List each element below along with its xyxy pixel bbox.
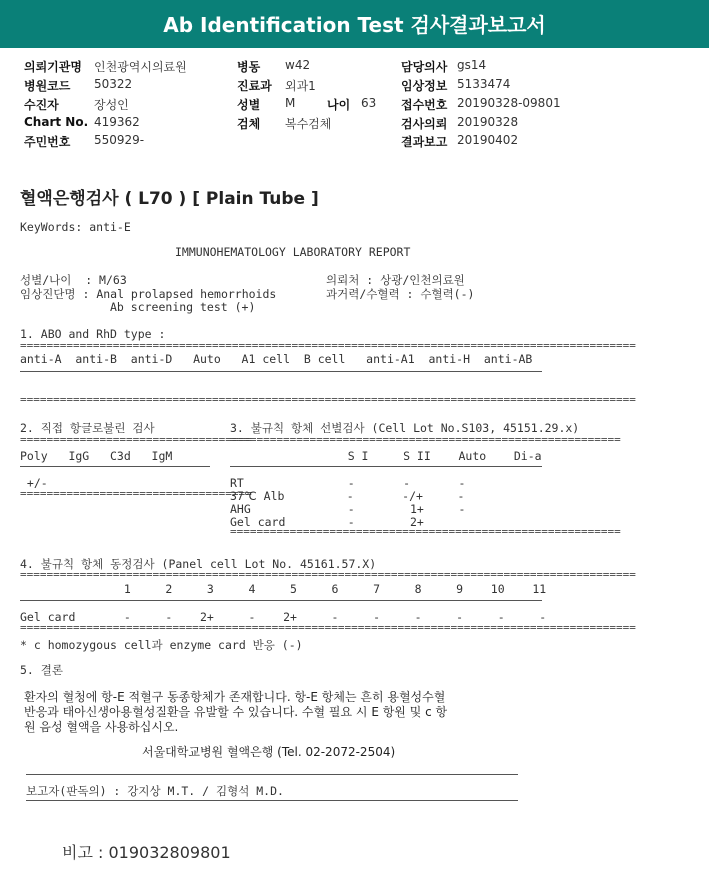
header-row-sex: 성별 M — [237, 96, 296, 112]
s4-double-rule: ============================================================================================= — [20, 568, 636, 581]
history: 과거력/수혈력 : 수혈력(-) — [326, 287, 475, 301]
s4-double-rule-end: ============================================================================================= — [20, 621, 636, 634]
header-row-ward: 병동 w42 — [237, 58, 311, 74]
keywords: KeyWords: anti-E — [20, 220, 131, 234]
s2-double-rule-end: =================================== — [20, 487, 252, 500]
conclusion-line-2: 반응과 태아신생아용혈성질환을 유발할 수 있습니다. 수혈 필요 시 E 항원 및 c 항 — [24, 705, 448, 719]
s1-double-rule: ============================================================================================= — [20, 339, 636, 352]
s5-title: 5. 결론 — [20, 663, 63, 677]
report-title: Ab Identification Test 검사결과보고서 — [163, 13, 546, 37]
conclusion-line-1: 환자의 혈청에 항-E 적혈구 동종항체가 존재합니다. 항-E 항체는 흔히 용혈성수혈 — [24, 690, 446, 704]
s2-double-rule: =================================== — [20, 433, 252, 446]
header-row-patient: 수진자 장성인 — [24, 98, 129, 112]
signature-rule-top — [26, 774, 518, 775]
reporter: 보고자(판독의) : 강지상 M.T. / 김형석 M.D. — [26, 784, 284, 798]
header-row-report-date: 결과보고 20190402 — [401, 133, 519, 149]
clinical-diagnosis-2: Ab screening test (+) — [20, 300, 256, 314]
section-title: 혈액은행검사 ( L70 ) [ Plain Tube ] — [20, 189, 319, 209]
header-row-resident-no: 주민번호 550929- — [24, 133, 145, 149]
header-row-hospital-code: 병원코드 50322 — [24, 77, 133, 93]
s3-row-ahg: AHG - 1+ - — [230, 502, 466, 516]
s3-row-37c-alb: 37℃ Alb - -/+ - — [230, 489, 465, 503]
header-row-department: 진료과 외과1 — [237, 79, 316, 93]
s3-row-rt: RT - - - — [230, 476, 466, 490]
s2-rule — [20, 466, 210, 467]
s4-rule — [20, 600, 542, 601]
header-row-age: 나이 63 — [327, 96, 377, 112]
header-row-request-date: 검사의뢰 20190328 — [401, 115, 519, 131]
s3-double-rule-end: =========================================================== — [230, 525, 621, 538]
s2-title: 2. 직접 항글로불린 검사 — [20, 421, 155, 435]
conclusion-line-3: 원 음성 혈액을 사용하십시오. — [24, 720, 179, 734]
header-row-receipt-no: 접수번호 20190328-09801 — [401, 96, 561, 112]
header-row-clinical-info: 임상정보 5133474 — [401, 77, 511, 93]
s4-headers: 1 2 3 4 5 6 7 8 9 10 11 — [20, 582, 547, 596]
s3-title: 3. 불규칙 항체 선별검사 (Cell Lot No.S103, 45151.29.x) — [230, 421, 580, 435]
s3-rule — [230, 466, 542, 467]
s1-rule — [20, 371, 542, 372]
header-row-institution: 의뢰기관명 인천광역시의료원 — [24, 60, 187, 74]
lab-report-title: IMMUNOHEMATOLOGY LABORATORY REPORT — [175, 245, 411, 259]
s4-note: * c homozygous cell과 enzyme card 반응 (-) — [20, 638, 303, 652]
institution: 서울대학교병원 혈액은행 (Tel. 02-2072-2504) — [142, 745, 396, 759]
header-row-doctor: 담당의사 gs14 — [401, 58, 487, 74]
clinical-diagnosis: 임상진단명 : Anal prolapsed hemorrhoids — [20, 287, 277, 301]
s2-headers: Poly IgG C3d IgM — [20, 449, 173, 463]
remarks: 비고 : 019032809801 — [62, 843, 231, 862]
title-banner — [0, 0, 709, 48]
s2-values: +/- — [20, 476, 48, 490]
s4-values: Gel card - - 2+ - 2+ - - - - - - — [20, 610, 547, 624]
header-row-chart-no: Chart No. 419362 — [24, 115, 140, 129]
s3-headers: S I S II Auto Di-a — [230, 449, 542, 463]
s3-row-gel-card: Gel card - 2+ — [230, 515, 424, 529]
signature-rule-bottom — [26, 800, 518, 801]
s4-title: 4. 불규칙 항체 동정검사 (Panel cell Lot No. 45161.57.X) — [20, 557, 377, 571]
s3-double-rule: =========================================================== — [230, 433, 621, 446]
header-row-specimen: 검체 복수검체 — [237, 117, 332, 131]
s1-double-rule-end: ============================================================================================= — [20, 393, 636, 406]
s1-title: 1. ABO and RhD type : — [20, 327, 166, 341]
s1-headers: anti-A anti-B anti-D Auto A1 cell B cell anti-A1 anti-H anti-AB — [20, 352, 533, 366]
requester: 의뢰처 : 상광/인천의료원 — [326, 273, 465, 287]
sex-age: 성별/나이 : M/63 — [20, 273, 127, 287]
